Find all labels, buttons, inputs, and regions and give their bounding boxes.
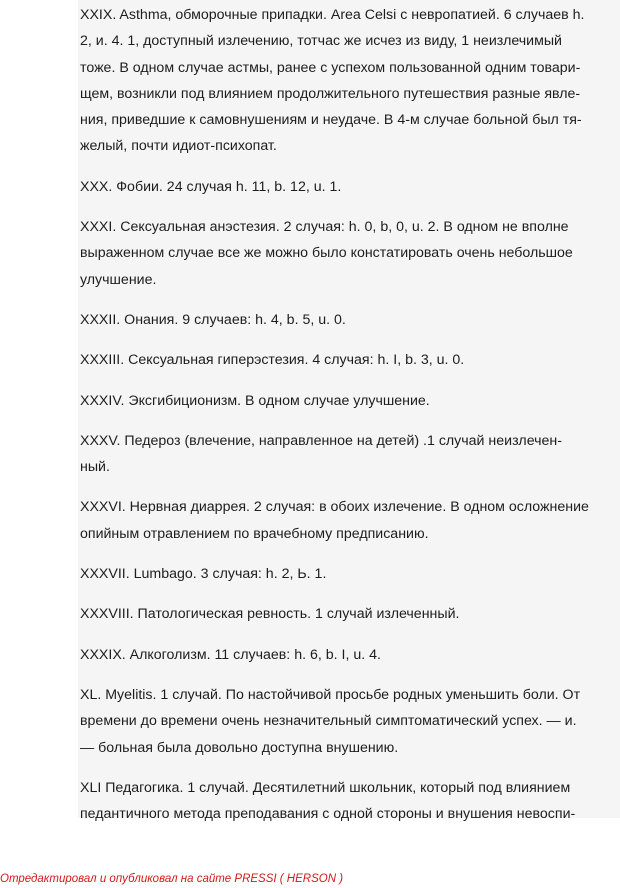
paragraph-xxxix: XXXIX. Алкоголизм. 11 случаев: h. 6, b. I, u. 4. [80, 646, 381, 663]
paragraph-xxxvi: XXXVI. Нервная диаррея. 2 случая: в обоих излечение. В одном осложнение опийным отравлением по врачебному предписанию. [80, 499, 589, 542]
document-body [80, 2, 610, 841]
paragraph-xxix: XXIX. Asthma, обморочные припадки. Area Celsi с невропатией. 6 случаев h. 2, и. 4. 1, доступный излечению, тотчас же исчез из виду, 1 неизлечимый тоже. В одном случае астмы, ранее с успехом пользованной одним товари- щем, возникли под влиянием продолжительного путешествия разные явле- ния, приведшие к самовнушениям и неудаче. В 4-м случае больной был тя- желый, почти идиот-психопат. [80, 7, 585, 155]
paragraph-xxxv: XXXV. Педероз (влечение, направленное на детей) .1 случай неизлечен- ный. [80, 432, 562, 476]
paragraph-xxx: XXX. Фобии. 24 случая h. 11, b. 12, u. 1. [80, 178, 342, 195]
paragraph-xxxi: XXXI. Сексуальная анэстезия. 2 случая: h. 0, b, 0, u. 2. В одном не вполне выраженном случае все же можно было констатировать очень небольшое улучшение. [80, 219, 573, 288]
paragraph-xli: XLI Педагогика. 1 случай. Десятилетний школьник, который под влиянием педантичного метода преподавания с одной стороны и внушения невоспи- [80, 779, 576, 823]
paragraph-xxxviii: XXXVIII. Патологическая ревность. 1 случай излеченный. [80, 606, 460, 623]
paragraph-xxxvii: XXXVII. Lumbago. 3 случая: h. 2, Ь. 1. [80, 566, 327, 583]
paragraph-xxxiv: XXXIV. Эксгибиционизм. В одном случае улучшение. [80, 392, 430, 409]
paragraph-xxxii: XXXII. Онания. 9 случаев: h. 4, b. 5, u. 0. [80, 311, 346, 328]
paragraph-xxxiii: XXXIII. Сексуальная гиперэстезия. 4 случая: h. I, b. 3, u. 0. [80, 352, 465, 369]
footer-credit: Отредактировал и опубликовал на сайте PRESSI ( HERSON ) [0, 873, 344, 885]
paragraph-xl: XL. Myelitis. 1 случай. По настойчивой просьбе родных уменьшить боли. От времени до времени очень незначительный симптоматический успех. — и. — больная была довольно доступна внушению. [80, 686, 581, 756]
